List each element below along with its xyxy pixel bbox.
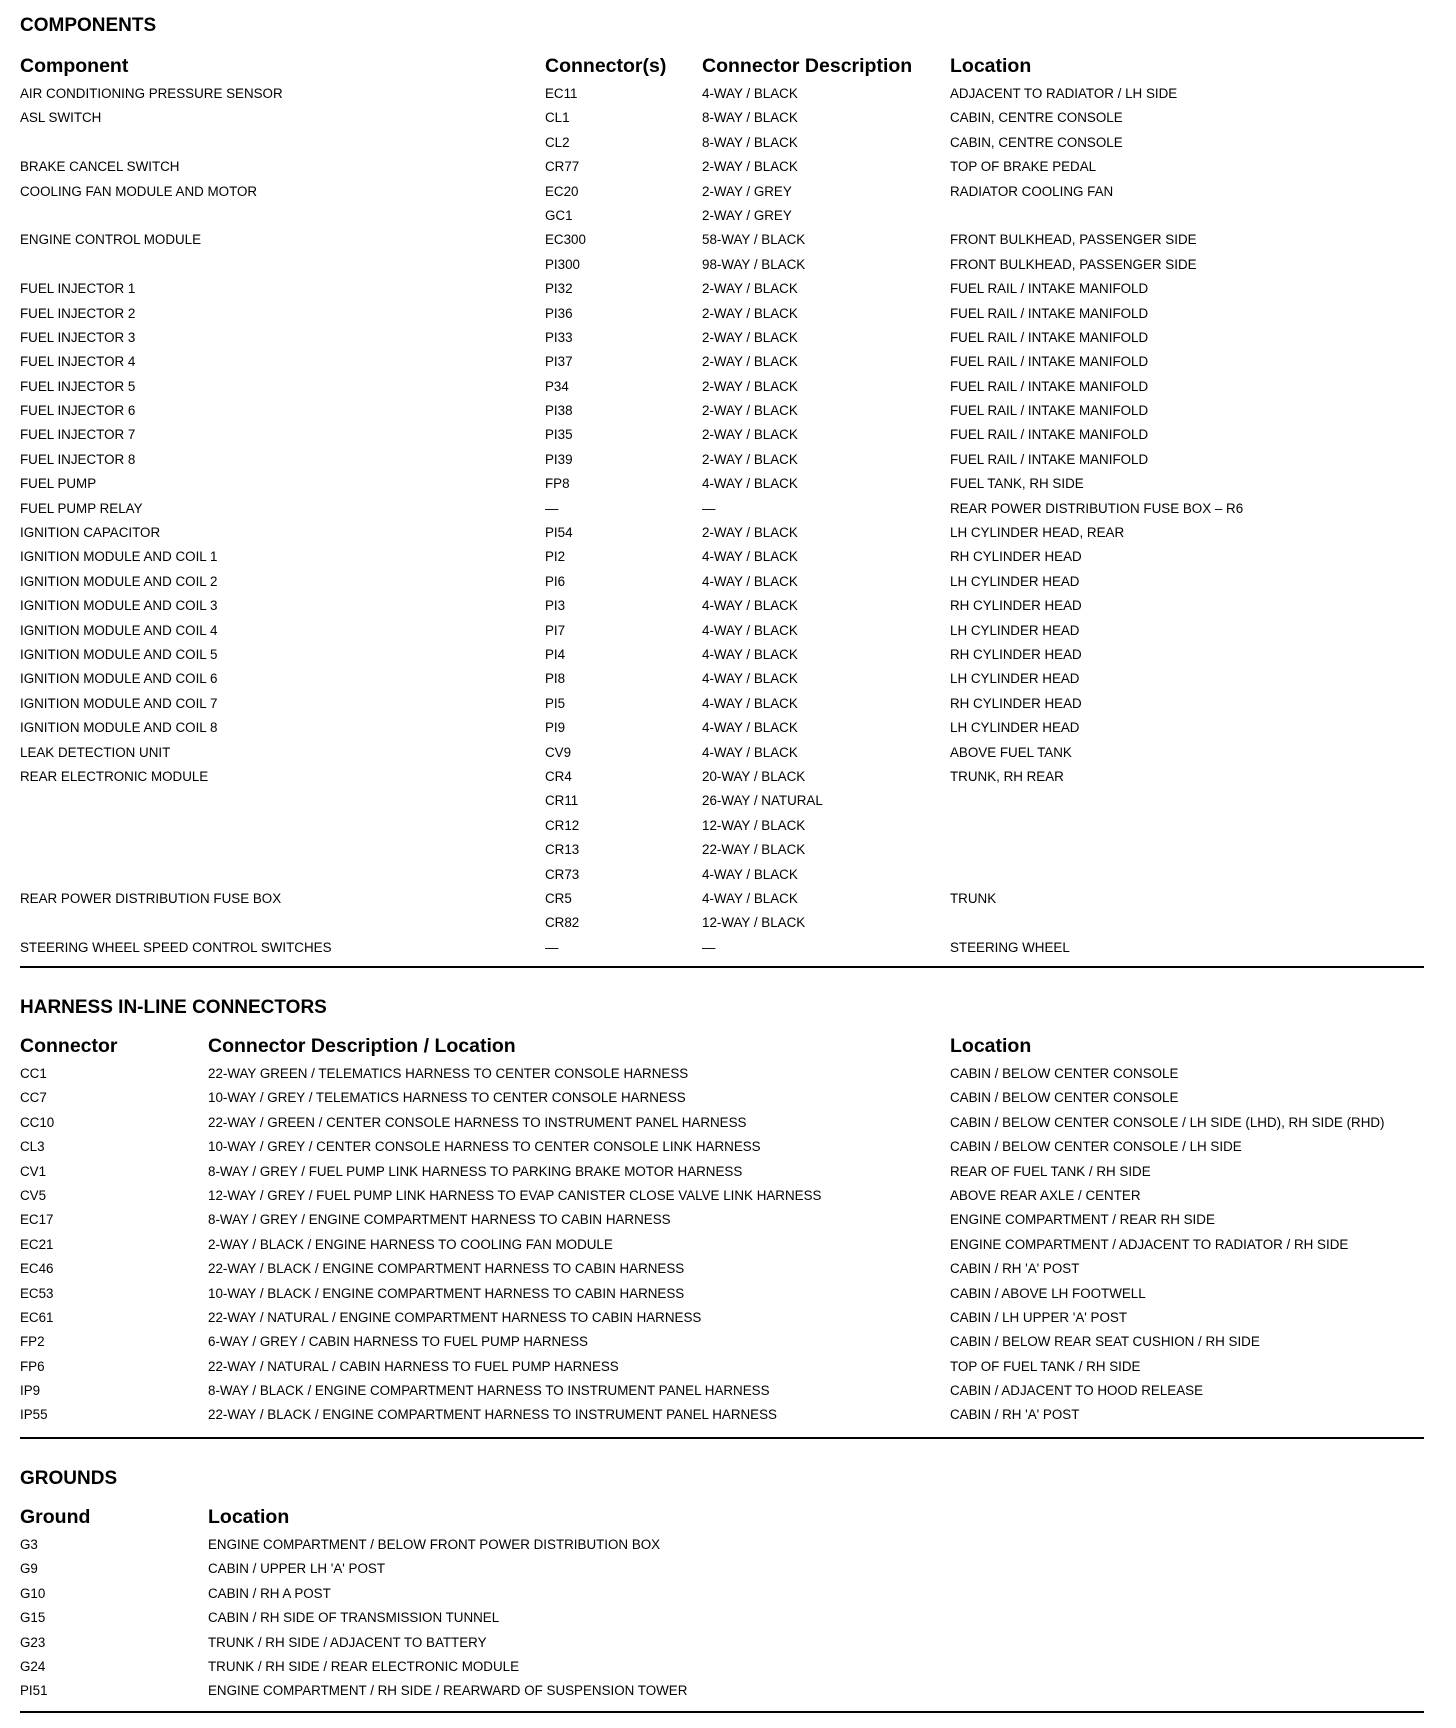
location-cell: CABIN / RH A POST — [208, 1585, 331, 1601]
table-row — [20, 423, 1424, 447]
connector-id-cell: CC1 — [20, 1066, 47, 1081]
location-cell: CABIN / ABOVE LH FOOTWELL — [950, 1285, 1146, 1301]
connector-description-cell: 2-WAY / BLACK — [702, 329, 798, 345]
table-row — [20, 131, 1424, 155]
connector-id-cell: PI4 — [545, 646, 566, 662]
connector-id-cell: CR12 — [545, 817, 580, 833]
location-cell: TRUNK / RH SIDE / ADJACENT TO BATTERY — [208, 1634, 487, 1650]
component-name-cell: IGNITION MODULE AND COIL 5 — [20, 646, 218, 662]
table-row — [20, 1062, 1424, 1086]
connector-description-cell: 22-WAY / GREEN / CENTER CONSOLE HARNESS TO INSTRUMENT PANEL HARNESS — [208, 1114, 747, 1130]
connector-id-cell: EC20 — [545, 183, 579, 199]
location-cell: ADJACENT TO RADIATOR / LH SIDE — [950, 86, 1178, 101]
connector-id-cell: P34 — [545, 378, 569, 394]
location-cell: CABIN / ADJACENT TO HOOD RELEASE — [950, 1383, 1204, 1399]
connector-id-cell: PI300 — [545, 256, 580, 272]
connector-description-cell: 26-WAY / NATURAL — [702, 793, 823, 809]
table-row — [20, 1655, 1424, 1679]
table-row — [20, 1379, 1424, 1403]
component-name-cell: FUEL PUMP — [20, 476, 97, 492]
connector-id-cell: PI39 — [545, 451, 573, 467]
location-cell: RH CYLINDER HEAD — [950, 598, 1082, 614]
connector-id-cell: PI32 — [545, 281, 573, 297]
connector-id-cell: PI3 — [545, 598, 566, 614]
connector-id-cell: EC46 — [20, 1261, 54, 1277]
component-name-cell: LEAK DETECTION UNIT — [20, 744, 171, 760]
header-location: Location — [950, 1035, 1032, 1057]
connector-description-cell: 12-WAY / BLACK — [702, 817, 806, 833]
location-cell: CABIN / RH SIDE OF TRANSMISSION TUNNEL — [208, 1610, 500, 1626]
location-cell: ABOVE REAR AXLE / CENTER — [950, 1187, 1141, 1203]
table-row — [20, 1330, 1424, 1354]
connector-id-cell: PI36 — [545, 305, 573, 321]
table-row — [20, 155, 1424, 179]
location-cell: FRONT BULKHEAD, PASSENGER SIDE — [950, 256, 1197, 272]
location-cell: CABIN, CENTRE CONSOLE — [950, 134, 1123, 150]
header-connector: Connector — [20, 1035, 118, 1057]
table-row — [20, 1355, 1424, 1379]
component-name-cell: IGNITION MODULE AND COIL 6 — [20, 671, 218, 687]
connector-description-cell: 8-WAY / BLACK — [702, 134, 798, 150]
table-row — [20, 253, 1424, 277]
location-cell: TOP OF BRAKE PEDAL — [950, 159, 1097, 175]
connector-description-cell: 2-WAY / GREY — [702, 207, 792, 223]
location-cell: CABIN / BELOW CENTER CONSOLE / LH SIDE — [950, 1139, 1242, 1155]
component-name-cell: REAR ELECTRONIC MODULE — [20, 768, 209, 784]
table-row — [20, 399, 1424, 423]
location-cell: CABIN / RH 'A' POST — [950, 1261, 1080, 1277]
connector-description-cell: 4-WAY / BLACK — [702, 890, 798, 906]
table-row — [20, 789, 1424, 813]
table-row — [20, 765, 1424, 789]
connector-id-cell: CV9 — [545, 744, 572, 760]
connector-description-cell: 2-WAY / GREY — [702, 183, 792, 199]
component-name-cell: FUEL INJECTOR 4 — [20, 354, 136, 370]
components-section — [20, 14, 1424, 960]
connector-description-cell: 2-WAY / BLACK — [702, 403, 798, 419]
connector-id-cell: EC11 — [545, 86, 578, 101]
connector-id-cell: PI9 — [545, 720, 566, 736]
connector-description-cell: 2-WAY / BLACK — [702, 354, 798, 370]
table-row — [20, 1403, 1424, 1427]
table-row — [20, 643, 1424, 667]
component-name-cell: REAR POWER DISTRIBUTION FUSE BOX — [20, 890, 282, 906]
connector-id-cell: PI8 — [545, 671, 566, 687]
component-name-cell: COOLING FAN MODULE AND MOTOR — [20, 183, 258, 199]
table-row — [20, 497, 1424, 521]
connector-description-cell: 22-WAY GREEN / TELEMATICS HARNESS TO CENTER CONSOLE HARNESS — [208, 1066, 689, 1081]
location-cell: CABIN / BELOW CENTER CONSOLE / LH SIDE (LHD), RH SIDE (RHD) — [950, 1114, 1385, 1130]
location-cell: CABIN / RH 'A' POST — [950, 1407, 1080, 1423]
connector-description-cell: 8-WAY / BLACK / ENGINE COMPARTMENT HARNESS TO INSTRUMENT PANEL HARNESS — [208, 1383, 770, 1399]
harness-section — [20, 996, 1424, 1428]
header-ground: Ground — [20, 1506, 91, 1528]
component-name-cell: IGNITION MODULE AND COIL 3 — [20, 598, 218, 614]
location-cell: ENGINE COMPARTMENT / RH SIDE / REARWARD OF SUSPENSION TOWER — [208, 1683, 688, 1699]
connector-id-cell: EC53 — [20, 1285, 54, 1301]
location-cell: TRUNK, RH REAR — [950, 768, 1064, 784]
connector-id-cell: CL1 — [545, 110, 570, 126]
location-cell: REAR POWER DISTRIBUTION FUSE BOX – R6 — [950, 500, 1244, 516]
table-row — [20, 350, 1424, 374]
table-row — [20, 1208, 1424, 1232]
connector-description-cell: 2-WAY / BLACK — [702, 427, 798, 443]
connector-description-cell: 4-WAY / BLACK — [702, 695, 798, 711]
component-name-cell: AIR CONDITIONING PRESSURE SENSOR — [20, 86, 283, 101]
connector-description-cell: 8-WAY / GREY / ENGINE COMPARTMENT HARNESS TO CABIN HARNESS — [208, 1212, 671, 1228]
connector-description-cell: 22-WAY / BLACK / ENGINE COMPARTMENT HARNESS TO CABIN HARNESS — [208, 1261, 685, 1277]
table-header — [20, 50, 1424, 82]
header-connector-description: Connector Description — [702, 55, 913, 77]
table-row — [20, 692, 1424, 716]
component-name-cell: FUEL PUMP RELAY — [20, 500, 143, 516]
connector-description-cell: 12-WAY / GREY / FUEL PUMP LINK HARNESS TO EVAP CANISTER CLOSE VALVE LINK HARNESS — [208, 1187, 822, 1203]
connector-description-cell: 10-WAY / GREY / TELEMATICS HARNESS TO CENTER CONSOLE HARNESS — [208, 1090, 686, 1106]
section-divider — [20, 1437, 1424, 1439]
connector-description-cell: 8-WAY / GREY / FUEL PUMP LINK HARNESS TO PARKING BRAKE MOTOR HARNESS — [208, 1163, 743, 1179]
connector-description-cell: 8-WAY / BLACK — [702, 110, 798, 126]
connector-id-cell: CV5 — [20, 1187, 47, 1203]
location-cell: REAR OF FUEL TANK / RH SIDE — [950, 1163, 1151, 1179]
component-name-cell: FUEL INJECTOR 1 — [20, 281, 136, 297]
component-name-cell: IGNITION MODULE AND COIL 2 — [20, 573, 218, 589]
table-row — [20, 82, 1424, 106]
table-row — [20, 1679, 1424, 1703]
connector-id-cell: PI33 — [545, 329, 573, 345]
connector-id-cell: PI54 — [545, 525, 573, 541]
table-row — [20, 936, 1424, 960]
connector-id-cell: FP6 — [20, 1358, 45, 1374]
location-cell: LH CYLINDER HEAD, REAR — [950, 525, 1125, 541]
header-location: Location — [950, 55, 1032, 77]
grounds-section — [20, 1467, 1424, 1704]
connector-id-cell: EC17 — [20, 1212, 54, 1228]
connector-description-cell: 4-WAY / BLACK — [702, 646, 798, 662]
location-cell: FUEL RAIL / INTAKE MANIFOLD — [950, 427, 1149, 443]
table-row — [20, 716, 1424, 740]
table-row — [20, 1257, 1424, 1281]
header-component: Component — [20, 55, 129, 77]
ground-id-cell: G3 — [20, 1537, 38, 1552]
connector-id-cell: CR13 — [545, 842, 580, 858]
connector-id-cell: CL3 — [20, 1139, 45, 1155]
connector-description-cell: 2-WAY / BLACK — [702, 305, 798, 321]
connector-description-cell: 12-WAY / BLACK — [702, 915, 806, 931]
section-title: COMPONENTS — [20, 15, 157, 36]
connector-description-cell: 2-WAY / BLACK — [702, 451, 798, 467]
component-name-cell: IGNITION MODULE AND COIL 1 — [20, 549, 218, 565]
table-row — [20, 863, 1424, 887]
connector-id-cell: CC7 — [20, 1090, 47, 1106]
connector-id-cell: CL2 — [545, 134, 570, 150]
component-name-cell: STEERING WHEEL SPEED CONTROL SWITCHES — [20, 939, 332, 955]
connector-description-cell: 22-WAY / BLACK — [702, 842, 806, 858]
connector-description-cell: 4-WAY / BLACK — [702, 549, 798, 565]
location-cell: FUEL RAIL / INTAKE MANIFOLD — [950, 354, 1149, 370]
harness-table-body — [20, 1062, 1424, 1428]
location-cell: LH CYLINDER HEAD — [950, 671, 1080, 687]
table-row — [20, 741, 1424, 765]
table-row — [20, 570, 1424, 594]
table-row — [20, 1111, 1424, 1135]
component-name-cell: FUEL INJECTOR 5 — [20, 378, 136, 394]
location-cell: TRUNK — [950, 890, 997, 906]
table-row — [20, 1160, 1424, 1184]
component-name-cell: FUEL INJECTOR 8 — [20, 451, 136, 467]
connector-description-cell: — — [702, 500, 716, 516]
table-row — [20, 1306, 1424, 1330]
connector-id-cell: PI7 — [545, 622, 566, 638]
section-title: GROUNDS — [20, 1468, 118, 1489]
connector-description-cell: 2-WAY / BLACK — [702, 159, 798, 175]
section-divider — [20, 1711, 1424, 1713]
connector-description-cell: 2-WAY / BLACK — [702, 378, 798, 394]
table-row — [20, 594, 1424, 618]
table-row — [20, 106, 1424, 130]
component-name-cell: FUEL INJECTOR 6 — [20, 403, 136, 419]
connector-description-cell: 2-WAY / BLACK — [702, 525, 798, 541]
location-cell: CABIN, CENTRE CONSOLE — [950, 110, 1123, 126]
component-name-cell: IGNITION MODULE AND COIL 8 — [20, 720, 218, 736]
connector-description-cell: 4-WAY / BLACK — [702, 598, 798, 614]
location-cell: LH CYLINDER HEAD — [950, 622, 1080, 638]
location-cell: RH CYLINDER HEAD — [950, 695, 1082, 711]
section-divider — [20, 966, 1424, 968]
header-connector-description-location: Connector Description / Location — [208, 1035, 516, 1057]
table-row — [20, 667, 1424, 691]
location-cell: ABOVE FUEL TANK — [950, 744, 1072, 760]
table-row — [20, 1086, 1424, 1110]
connector-description-cell: 58-WAY / BLACK — [702, 232, 806, 248]
table-row — [20, 1533, 1424, 1557]
table-row — [20, 472, 1424, 496]
connector-id-cell: EC300 — [545, 232, 586, 248]
location-cell: CABIN / BELOW CENTER CONSOLE — [950, 1090, 1179, 1106]
location-cell: TOP OF FUEL TANK / RH SIDE — [950, 1358, 1141, 1374]
connector-id-cell: CR82 — [545, 915, 580, 931]
table-row — [20, 887, 1424, 911]
table-header — [20, 1501, 1424, 1533]
table-row — [20, 302, 1424, 326]
location-cell: FUEL RAIL / INTAKE MANIFOLD — [950, 281, 1149, 297]
connector-id-cell: CR77 — [545, 159, 580, 175]
connector-id-cell: EC21 — [20, 1236, 54, 1252]
table-row — [20, 1135, 1424, 1159]
section-title: HARNESS IN-LINE CONNECTORS — [20, 997, 327, 1018]
component-name-cell: FUEL INJECTOR 7 — [20, 427, 136, 443]
connector-description-cell: 4-WAY / BLACK — [702, 744, 798, 760]
location-cell: CABIN / UPPER LH 'A' POST — [208, 1561, 386, 1577]
location-cell: RADIATOR COOLING FAN — [950, 183, 1114, 199]
connector-description-cell: 10-WAY / GREY / CENTER CONSOLE HARNESS TO CENTER CONSOLE LINK HARNESS — [208, 1139, 761, 1155]
connector-description-cell: 20-WAY / BLACK — [702, 768, 806, 784]
connector-id-cell: FP2 — [20, 1334, 45, 1350]
connector-description-cell: 4-WAY / BLACK — [702, 86, 798, 101]
location-cell: STEERING WHEEL — [950, 939, 1070, 955]
table-row — [20, 1631, 1424, 1655]
connector-id-cell: CV1 — [20, 1163, 47, 1179]
component-name-cell: BRAKE CANCEL SWITCH — [20, 159, 180, 175]
connector-id-cell: — — [545, 500, 559, 516]
connector-description-cell: 4-WAY / BLACK — [702, 720, 798, 736]
component-name-cell: FUEL INJECTOR 2 — [20, 305, 136, 321]
location-cell: FUEL RAIL / INTAKE MANIFOLD — [950, 451, 1149, 467]
table-row — [20, 180, 1424, 204]
connector-id-cell: PI38 — [545, 403, 573, 419]
table-row — [20, 911, 1424, 935]
connector-description-cell: 98-WAY / BLACK — [702, 256, 806, 272]
ground-id-cell: G15 — [20, 1610, 46, 1626]
connector-id-cell: CR5 — [545, 890, 572, 906]
connector-id-cell: PI37 — [545, 354, 573, 370]
table-row — [20, 1233, 1424, 1257]
location-cell: ENGINE COMPARTMENT / ADJACENT TO RADIATOR / RH SIDE — [950, 1236, 1349, 1252]
location-cell: RH CYLINDER HEAD — [950, 646, 1082, 662]
component-name-cell: IGNITION MODULE AND COIL 7 — [20, 695, 218, 711]
location-cell: FUEL RAIL / INTAKE MANIFOLD — [950, 378, 1149, 394]
table-row — [20, 1184, 1424, 1208]
table-row — [20, 619, 1424, 643]
location-cell: ENGINE COMPARTMENT / BELOW FRONT POWER DISTRIBUTION BOX — [208, 1537, 661, 1552]
connector-description-cell: 4-WAY / BLACK — [702, 866, 798, 882]
connector-description-cell: 6-WAY / GREY / CABIN HARNESS TO FUEL PUMP HARNESS — [208, 1334, 588, 1350]
connector-description-cell: 4-WAY / BLACK — [702, 476, 798, 492]
location-cell: TRUNK / RH SIDE / REAR ELECTRONIC MODULE — [208, 1658, 519, 1674]
location-cell: FUEL TANK, RH SIDE — [950, 476, 1084, 492]
location-cell: CABIN / BELOW REAR SEAT CUSHION / RH SIDE — [950, 1334, 1260, 1350]
header-connectors: Connector(s) — [545, 55, 667, 77]
grounds-table-body — [20, 1533, 1424, 1704]
ground-id-cell: G23 — [20, 1634, 46, 1650]
connector-id-cell: PI2 — [545, 549, 566, 565]
component-name-cell: IGNITION MODULE AND COIL 4 — [20, 622, 218, 638]
connector-id-cell: GC1 — [545, 207, 573, 223]
ground-id-cell: G24 — [20, 1658, 46, 1674]
table-row — [20, 326, 1424, 350]
location-cell: RH CYLINDER HEAD — [950, 549, 1082, 565]
table-row — [20, 545, 1424, 569]
connector-description-cell: 22-WAY / NATURAL / ENGINE COMPARTMENT HARNESS TO CABIN HARNESS — [208, 1309, 702, 1325]
table-row — [20, 1282, 1424, 1306]
ground-id-cell: PI51 — [20, 1683, 48, 1699]
connector-description-cell: 2-WAY / BLACK — [702, 281, 798, 297]
connector-description-cell: — — [702, 939, 716, 955]
connector-id-cell: PI35 — [545, 427, 573, 443]
table-row — [20, 838, 1424, 862]
table-row — [20, 204, 1424, 228]
connector-description-cell: 4-WAY / BLACK — [702, 671, 798, 687]
location-cell: CABIN / BELOW CENTER CONSOLE — [950, 1066, 1179, 1081]
location-cell: FUEL RAIL / INTAKE MANIFOLD — [950, 403, 1149, 419]
connector-id-cell: CR11 — [545, 793, 579, 809]
connector-id-cell: IP9 — [20, 1383, 41, 1399]
component-name-cell: ENGINE CONTROL MODULE — [20, 232, 202, 248]
location-cell: FUEL RAIL / INTAKE MANIFOLD — [950, 329, 1149, 345]
location-cell: LH CYLINDER HEAD — [950, 573, 1080, 589]
table-row — [20, 448, 1424, 472]
connector-description-cell: 22-WAY / BLACK / ENGINE COMPARTMENT HARNESS TO INSTRUMENT PANEL HARNESS — [208, 1407, 777, 1423]
connector-description-cell: 2-WAY / BLACK / ENGINE HARNESS TO COOLING FAN MODULE — [208, 1236, 613, 1252]
connector-id-cell: PI6 — [545, 573, 566, 589]
components-table-body — [20, 82, 1424, 960]
connector-id-cell: CR73 — [545, 866, 580, 882]
location-cell: LH CYLINDER HEAD — [950, 720, 1080, 736]
table-row — [20, 1582, 1424, 1606]
header-location: Location — [208, 1506, 290, 1528]
table-row — [20, 1606, 1424, 1630]
location-cell: FUEL RAIL / INTAKE MANIFOLD — [950, 305, 1149, 321]
table-header — [20, 1030, 1424, 1062]
ground-id-cell: G10 — [20, 1585, 46, 1601]
location-cell: CABIN / LH UPPER 'A' POST — [950, 1309, 1128, 1325]
table-row — [20, 521, 1424, 545]
component-name-cell: FUEL INJECTOR 3 — [20, 329, 136, 345]
connector-description-cell: 4-WAY / BLACK — [702, 622, 798, 638]
ground-id-cell: G9 — [20, 1561, 38, 1577]
table-row — [20, 228, 1424, 252]
connector-id-cell: FP8 — [545, 476, 570, 492]
connector-id-cell: CC10 — [20, 1114, 55, 1130]
component-name-cell: ASL SWITCH — [20, 110, 102, 126]
location-cell: ENGINE COMPARTMENT / REAR RH SIDE — [950, 1212, 1215, 1228]
connector-id-cell: EC61 — [20, 1309, 54, 1325]
connector-description-cell: 10-WAY / BLACK / ENGINE COMPARTMENT HARNESS TO CABIN HARNESS — [208, 1285, 685, 1301]
connector-id-cell: PI5 — [545, 695, 566, 711]
connector-description-cell: 22-WAY / NATURAL / CABIN HARNESS TO FUEL PUMP HARNESS — [208, 1358, 619, 1374]
table-row — [20, 814, 1424, 838]
connector-id-cell: — — [545, 939, 559, 955]
table-row — [20, 1557, 1424, 1581]
connector-id-cell: IP55 — [20, 1407, 48, 1423]
connector-id-cell: CR4 — [545, 768, 572, 784]
table-row — [20, 375, 1424, 399]
connector-description-cell: 4-WAY / BLACK — [702, 573, 798, 589]
location-cell: FRONT BULKHEAD, PASSENGER SIDE — [950, 232, 1197, 248]
table-row — [20, 277, 1424, 301]
component-name-cell: IGNITION CAPACITOR — [20, 525, 161, 541]
